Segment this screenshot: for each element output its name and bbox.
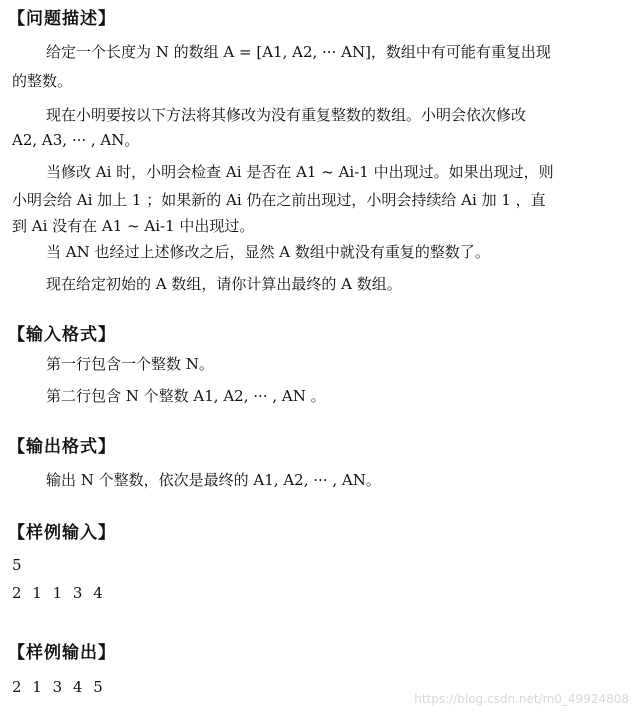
watermark-text: https://blog.csdn.net/m0_49924808 bbox=[414, 692, 629, 706]
problem-line-8: 当 AN 也经过上述修改之后，显然 A 数组中就没有重复的整数了。 bbox=[46, 243, 490, 261]
problem-line-9: 现在给定初始的 A 数组，请你计算出最终的 A 数组。 bbox=[46, 275, 402, 293]
problem-heading: 【问题描述】 bbox=[8, 9, 116, 29]
problem-line-3: 现在小明要按以下方法将其修改为没有重复整数的数组。小明会依次修改 bbox=[46, 106, 527, 124]
problem-paragraph-2-cont bbox=[12, 126, 139, 155]
sample-input-line-1: 5 bbox=[12, 556, 25, 574]
input-format-text-2: 第二行包含 N 个整数 A1, A2, ··· , AN 。 bbox=[46, 387, 326, 405]
problem-line-5: 当修改 Ai 时，小明会检查 Ai 是否在 A1 ~ Ai-1 中出现过。如果出现过，则 bbox=[46, 163, 554, 181]
problem-paragraph-4 bbox=[46, 238, 490, 267]
problem-paragraph-1-cont bbox=[12, 67, 72, 96]
input-format-line-1 bbox=[46, 350, 214, 379]
problem-line-7: 到 Ai 没有在 A1 ~ Ai-1 中出现过。 bbox=[12, 217, 255, 235]
problem-line-2: 的整数。 bbox=[12, 72, 73, 90]
sample-output-line-1: 2 1 3 4 5 bbox=[12, 678, 106, 696]
input-format-heading: 【输入格式】 bbox=[8, 325, 116, 345]
sample-input-line-2: 2 1 1 3 4 bbox=[12, 584, 106, 602]
problem-line-6: 小明会给 Ai 加上 1 ；如果新的 Ai 仍在之前出现过，小明会持续给 Ai 加 1 ，直 bbox=[12, 191, 546, 209]
problem-paragraph-1 bbox=[46, 38, 606, 67]
output-format-text-1: 输出 N 个整数，依次是最终的 A1, A2, ··· , AN。 bbox=[46, 471, 381, 489]
output-format-line-1 bbox=[46, 466, 381, 495]
problem-line-1: 给定一个长度为 N 的数组 A = [A1, A2, ··· AN]，数组中有可能有重复出现 bbox=[46, 43, 551, 61]
input-format-text-1: 第一行包含一个整数 N。 bbox=[46, 355, 214, 373]
problem-paragraph-3-cont-2 bbox=[12, 212, 254, 241]
problem-paragraph-3-cont-1 bbox=[12, 186, 546, 215]
sample-output-heading: 【样例输出】 bbox=[8, 643, 116, 663]
problem-paragraph-5 bbox=[46, 270, 402, 299]
problem-line-4: A2, A3, ··· , AN。 bbox=[12, 131, 140, 149]
sample-input-heading: 【样例输入】 bbox=[8, 523, 116, 543]
output-format-heading: 【输出格式】 bbox=[8, 437, 116, 457]
input-format-line-2 bbox=[46, 382, 326, 411]
problem-paragraph-3 bbox=[46, 158, 554, 187]
